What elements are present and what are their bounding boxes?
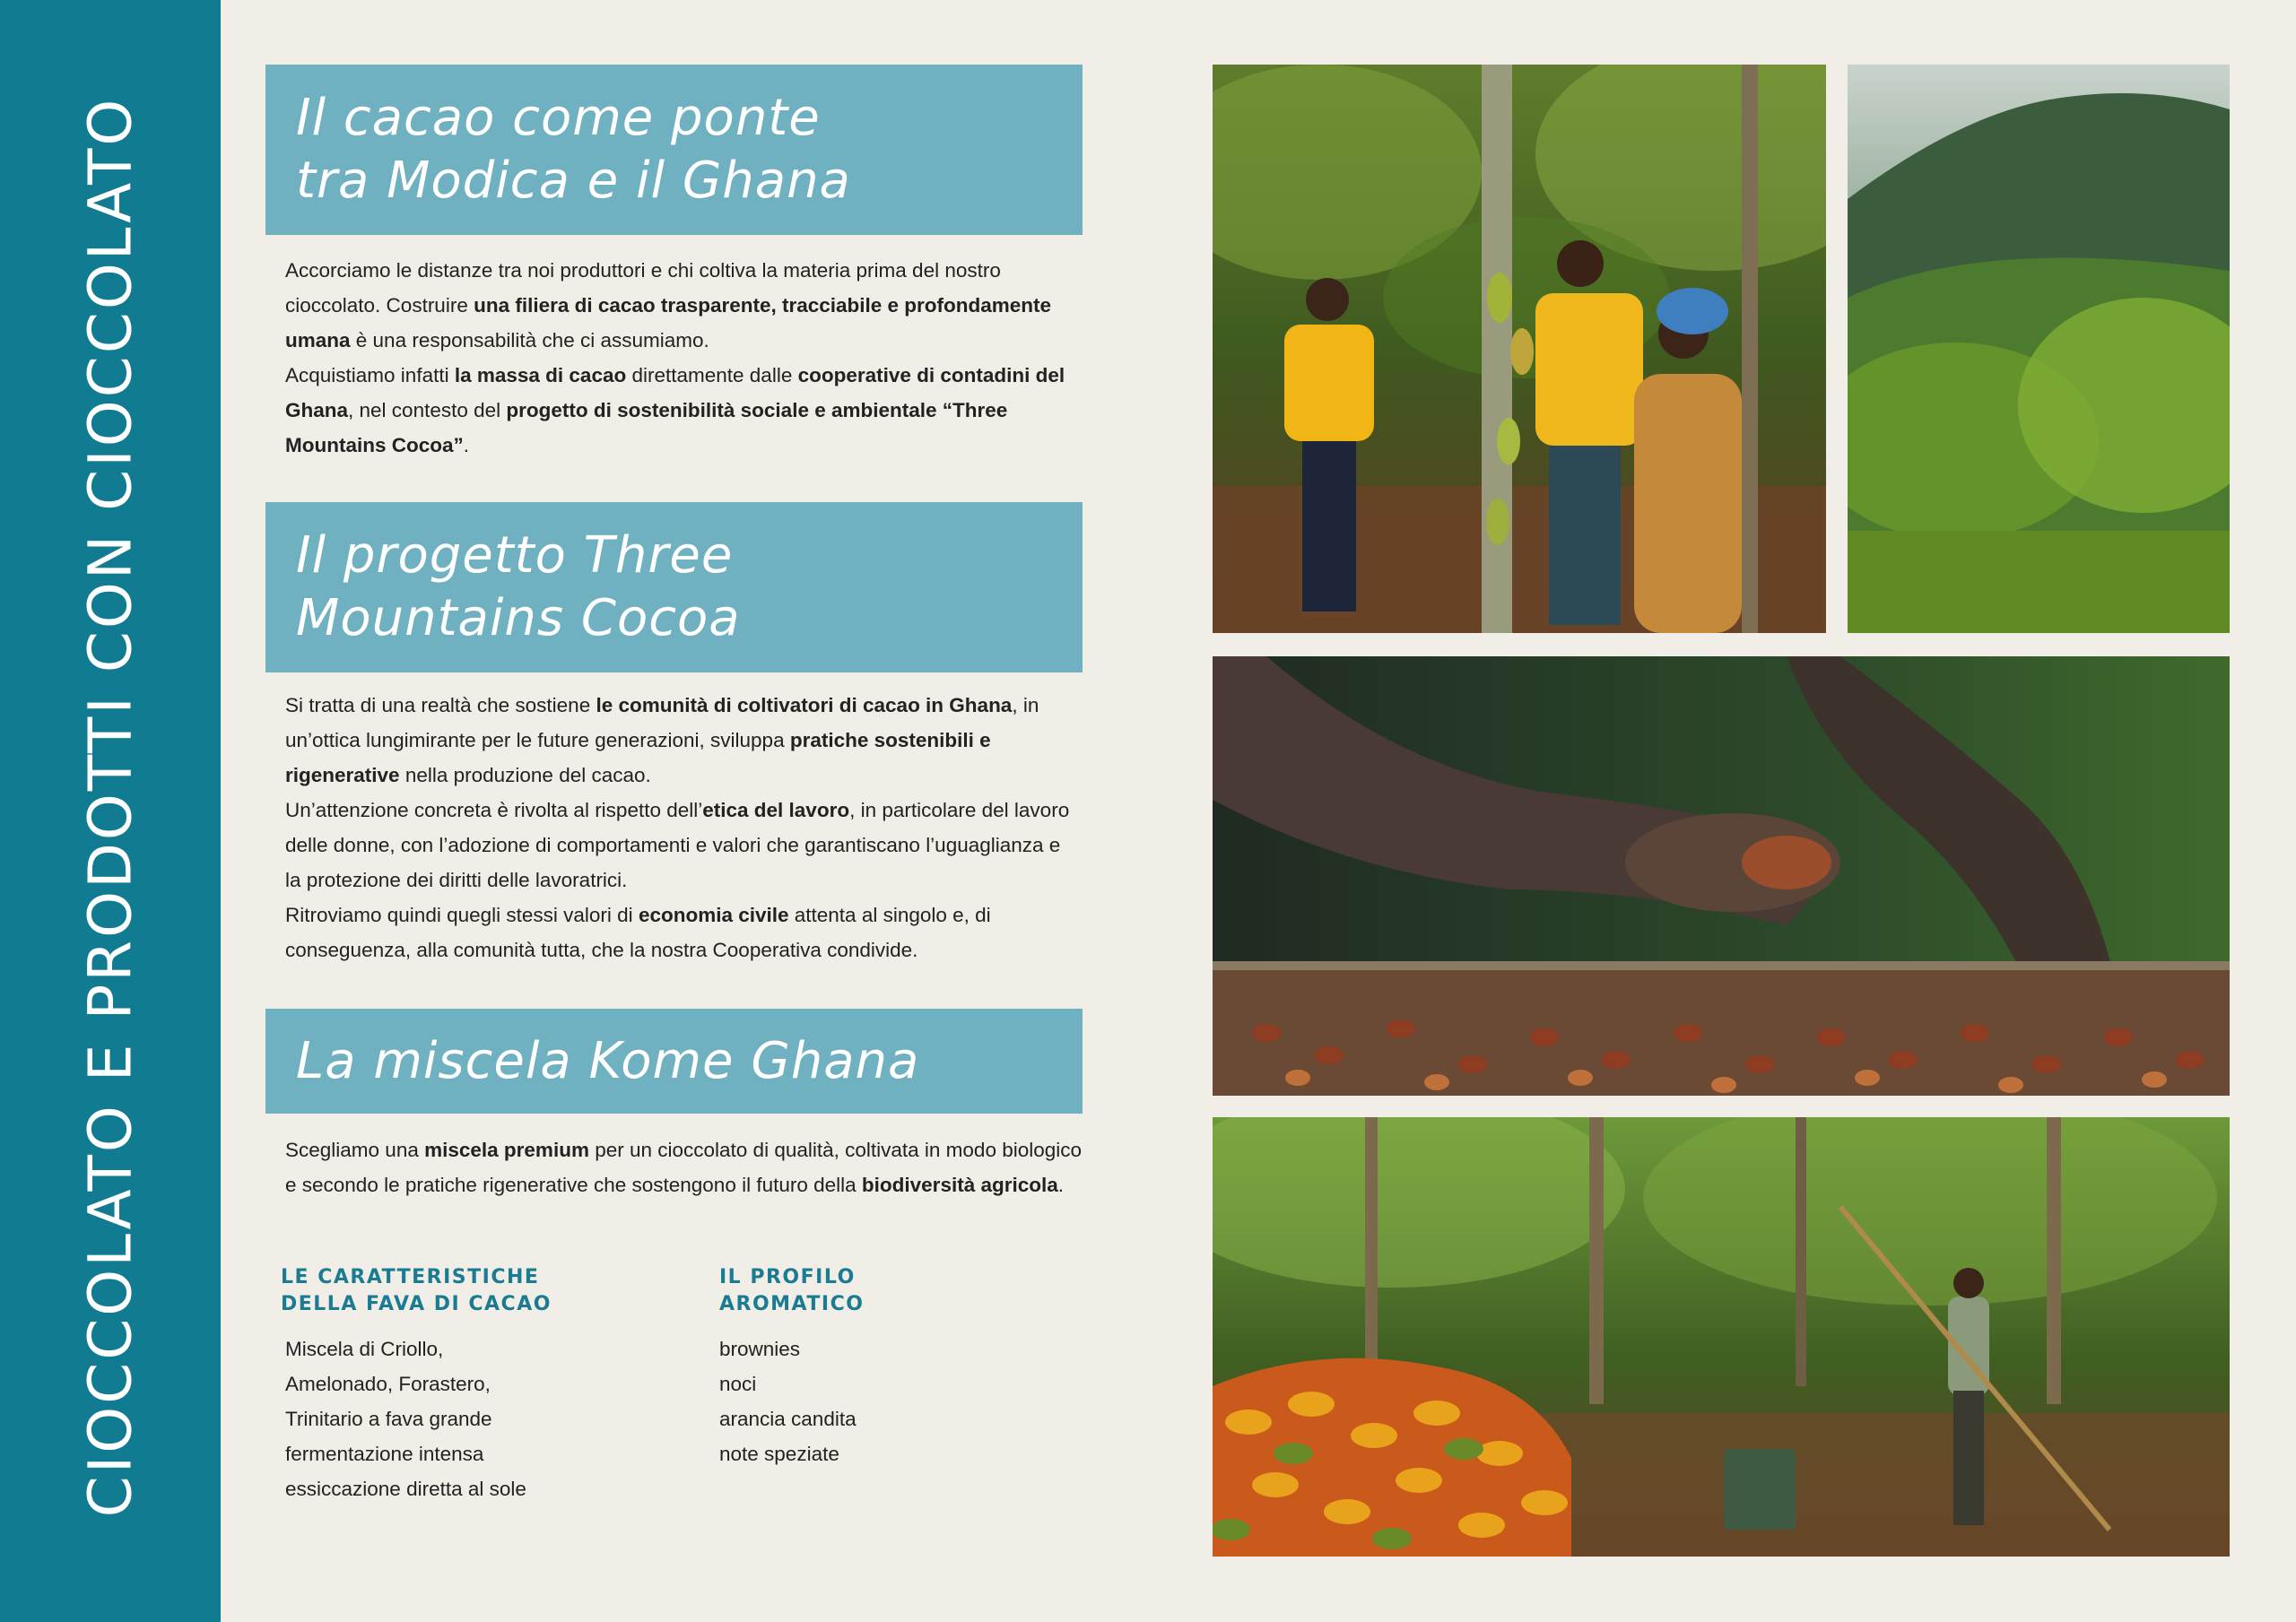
list-item: essiccazione diretta al sole — [285, 1478, 526, 1500]
list-item: Amelonado, Forastero, — [285, 1373, 491, 1395]
photo-hand-cocoa-beans — [1213, 656, 2230, 1096]
bold-text: miscela premium — [424, 1139, 589, 1161]
bold-text: cooperative di contadini del Ghana — [285, 364, 1065, 421]
text: , nel contesto del — [348, 399, 507, 421]
section-heading-three-mountains — [265, 502, 1083, 672]
list-profilo-aromatico — [719, 1331, 857, 1471]
bold-text: una filiera di cacao trasparente, tracciabile e profondamente umana — [285, 294, 1052, 351]
sidebar — [0, 0, 221, 1622]
bold-text: economia civile — [638, 904, 789, 926]
column-title-caratteristiche: LE CARATTERISTICHE DELLA FAVA DI CACAO — [281, 1266, 552, 1315]
paragraph — [285, 358, 1074, 463]
section-heading-text: Il progetto Three Mountains Cocoa — [296, 526, 741, 647]
column-title-profilo: IL PROFILO AROMATICO — [719, 1266, 865, 1315]
text: nella produzione del cacao. — [399, 764, 651, 786]
paragraph — [285, 688, 1074, 793]
bold-text: le comunità di coltivatori di cacao in Ghana — [596, 694, 1013, 716]
list-caratteristiche — [285, 1331, 526, 1506]
section3-body — [285, 1132, 1092, 1202]
photo-forest-mountain — [1848, 65, 2230, 633]
bold-text: la massa di cacao — [454, 364, 627, 386]
section-heading-cacao-ponte — [265, 65, 1083, 235]
paragraph — [285, 253, 1074, 358]
photo-farmers-cacao-tree — [1213, 65, 1826, 633]
text: , in un’ottica lungimirante per le future generazioni, sviluppa — [285, 694, 1039, 751]
text: per un cioccolato di qualità, coltivata in modo biologico e secondo le pratiche rigenerative che sostengono il futuro della — [285, 1139, 1083, 1196]
section-heading-text: La miscela Kome Ghana — [296, 1031, 920, 1090]
text: Accorciamo le distanze tra noi produttori e chi coltiva la materia prima del nostro cioccolato. Costruire — [285, 259, 1001, 317]
bold-text: biodiversità agricola — [861, 1174, 1058, 1196]
section1-body — [285, 253, 1074, 463]
list-item: Trinitario a fava grande — [285, 1408, 492, 1430]
bold-text: etica del lavoro — [702, 799, 850, 821]
paragraph — [285, 1132, 1092, 1202]
text: Scegliamo una — [285, 1139, 425, 1161]
text: è una responsabilità che ci assumiamo. — [350, 329, 709, 351]
text: . — [463, 434, 470, 456]
paragraph — [285, 898, 1074, 967]
list-item: noci — [719, 1373, 757, 1395]
text: Un’attenzione concreta è rivolta al rispetto dell’ — [285, 799, 703, 821]
sidebar-title: CIOCCOLATO E PRODOTTI CON CIOCCOLATO — [75, 96, 145, 1518]
photo-cacao-pods-plantation — [1213, 1117, 2230, 1557]
text: Ritroviamo quindi quegli stessi valori di — [285, 904, 639, 926]
text: . — [1057, 1174, 1065, 1196]
bold-text: progetto di sostenibilità sociale e ambientale “Three Mountains Cocoa” — [285, 399, 1008, 456]
list-item: arancia candita — [719, 1408, 857, 1430]
text: , in particolare del lavoro delle donne, con l’adozione di comportamenti e valori che garantiscano l’uguaglianza e la protezione dei diritti delle lavoratrici. — [285, 799, 1070, 891]
section-heading-miscela — [265, 1009, 1083, 1114]
list-item: brownies — [719, 1338, 801, 1360]
text: direttamente dalle — [626, 364, 798, 386]
bold-text: pratiche sostenibili e rigenerative — [285, 729, 991, 786]
text: Si tratta di una realtà che sostiene — [285, 694, 596, 716]
list-item: Miscela di Criollo, — [285, 1338, 444, 1360]
list-item: note speziate — [719, 1443, 839, 1465]
section-heading-text: Il cacao come ponte tra Modica e il Ghana — [296, 89, 851, 210]
text: Acquistiamo infatti — [285, 364, 455, 386]
text: attenta al singolo e, di conseguenza, alla comunità tutta, che la nostra Cooperativa condivide. — [285, 904, 991, 961]
section2-body — [285, 688, 1074, 967]
list-item: fermentazione intensa — [285, 1443, 484, 1465]
paragraph — [285, 793, 1074, 898]
